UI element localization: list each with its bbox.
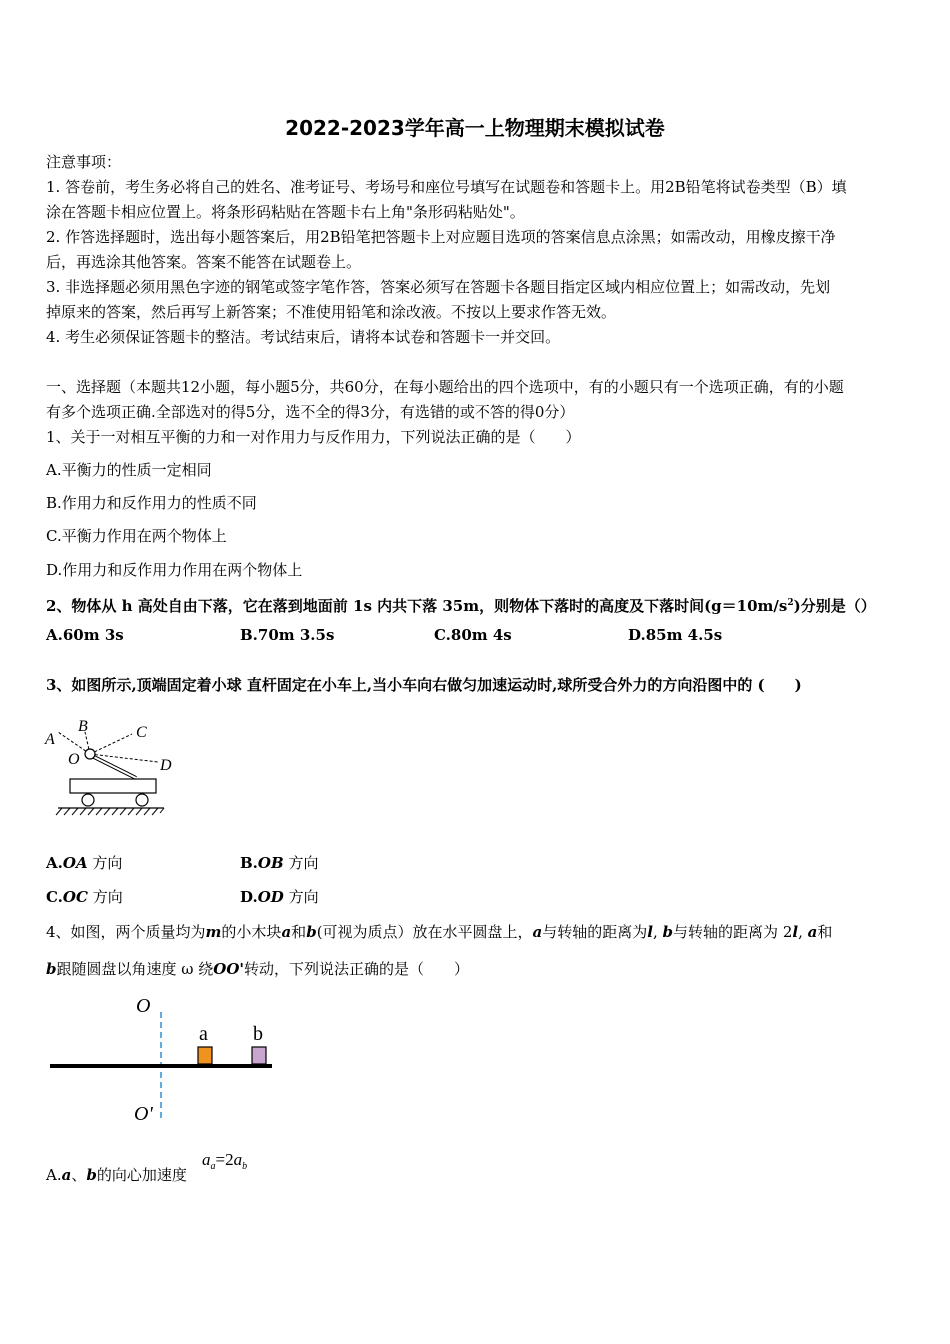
section-heading: 有多个选项正确.全部选对的得5分，选不全的得3分，有选错的或不答的得0分）: [46, 403, 575, 421]
question-1-option-c: C.平衡力作用在两个物体上: [46, 527, 227, 545]
disk-figure: [40, 990, 290, 1130]
notice-line: 2. 作答选择题时，选出每小题答案后，用2B铅笔把答题卡上对应题目选项的答案信息点涂黑；如需改动，用橡皮擦干净: [46, 228, 836, 246]
label-a: a: [199, 1023, 208, 1045]
rod-inner: [92, 756, 136, 778]
question-2-option-d: D.85m 4.5s: [628, 626, 723, 644]
question-2-option-b: B.70m 3.5s: [240, 626, 335, 644]
notice-line: 后，再选涂其他答案。答案不能答在试题卷上。: [46, 253, 362, 271]
page-title: 2022-2023学年高一上物理期末模拟试卷: [285, 116, 665, 140]
notice-line: 掉原来的答案，然后再写上新答案；不准使用铅笔和涂改液。不按以上要求作答无效。: [46, 303, 617, 321]
question-2-option-a: A.60m 3s: [46, 626, 124, 644]
cart-body: [70, 779, 156, 793]
section-heading: 一、选择题（本题共12小题，每小题5分，共60分，在每小题给出的四个选项中，有的小题只有一个选项正确，有的小题: [46, 378, 844, 396]
question-3-option-c: C.OC 方向: [46, 888, 123, 906]
question-1-option-b: B.作用力和反作用力的性质不同: [46, 494, 257, 512]
ground-hatch: [56, 808, 164, 815]
label-d: D: [160, 757, 172, 774]
notice-heading: 注意事项：: [46, 153, 122, 171]
line-oc: [90, 734, 132, 754]
question-4-option-a: A.a、b的向心加速度: [46, 1166, 187, 1184]
question-4-stem-line1: 4、如图，两个质量均为m的小木块a和b(可视为质点）放在水平圆盘上，a与转轴的距离为l, b与转轴的距离为 2l, a和: [46, 923, 833, 941]
label-o-top: O: [136, 995, 151, 1017]
notice-line: 4. 考生必须保证答题卡的整洁。考试结束后，请将本试卷和答题卡一并交回。: [46, 328, 561, 346]
cart-figure: [40, 712, 180, 822]
cart-wheel: [82, 794, 94, 806]
label-b: B: [78, 718, 88, 735]
question-2-option-c: C.80m 4s: [434, 626, 512, 644]
question-3-option-d: D.OD 方向: [240, 888, 319, 906]
question-1-option-d: D.作用力和反作用力作用在两个物体上: [46, 561, 303, 579]
label-c: C: [136, 724, 147, 741]
notice-line: 涂在答题卡相应位置上。将条形码粘贴在答题卡右上角"条形码粘贴处"。: [46, 203, 525, 221]
question-4-stem-line2: b跟随圆盘以角速度 ω 绕OO'转动，下列说法正确的是（ ）: [46, 960, 470, 978]
ball: [85, 749, 95, 759]
label-a: A: [45, 731, 55, 748]
question-2-stem: 2、物体从 h 高处自由下落，它在落到地面前 1s 内共下落 35m，则物体下落时的高度及下落时间$(g=10m/s^2)$分别是（）: [46, 597, 876, 615]
cart-wheel: [136, 794, 148, 806]
question-1-stem: 1、关于一对相互平衡的力和一对作用力与反作用力，下列说法正确的是（ ）: [46, 428, 581, 446]
label-o: O: [68, 751, 80, 768]
question-1-option-a: A.平衡力的性质一定相同: [46, 461, 212, 479]
centripetal-formula: $a_a=2a_b$: [202, 1150, 248, 1173]
notice-line: 3. 非选择题必须用黑色字迹的钢笔或签字笔作答，答案必须写在答题卡各题目指定区域内相应位置上；如需改动，先划: [46, 278, 831, 296]
question-3-stem: 3、如图所示,顶端固定着小球 直杆固定在小车上,当小车向右做匀加速运动时,球所受合外力的方向沿图中的 ( ): [46, 676, 802, 694]
block-a: [198, 1047, 212, 1064]
question-3-option-b: B.OB 方向: [240, 854, 319, 872]
notice-line: 1. 答卷前，考生务必将自己的姓名、准考证号、考场号和座位号填写在试题卷和答题卡上。用2B铅笔将试卷类型（B）填: [46, 178, 847, 196]
block-b: [252, 1047, 266, 1064]
label-o-bottom: O': [134, 1103, 153, 1125]
label-b: b: [253, 1023, 263, 1045]
question-3-option-a: A.OA 方向: [46, 854, 123, 872]
